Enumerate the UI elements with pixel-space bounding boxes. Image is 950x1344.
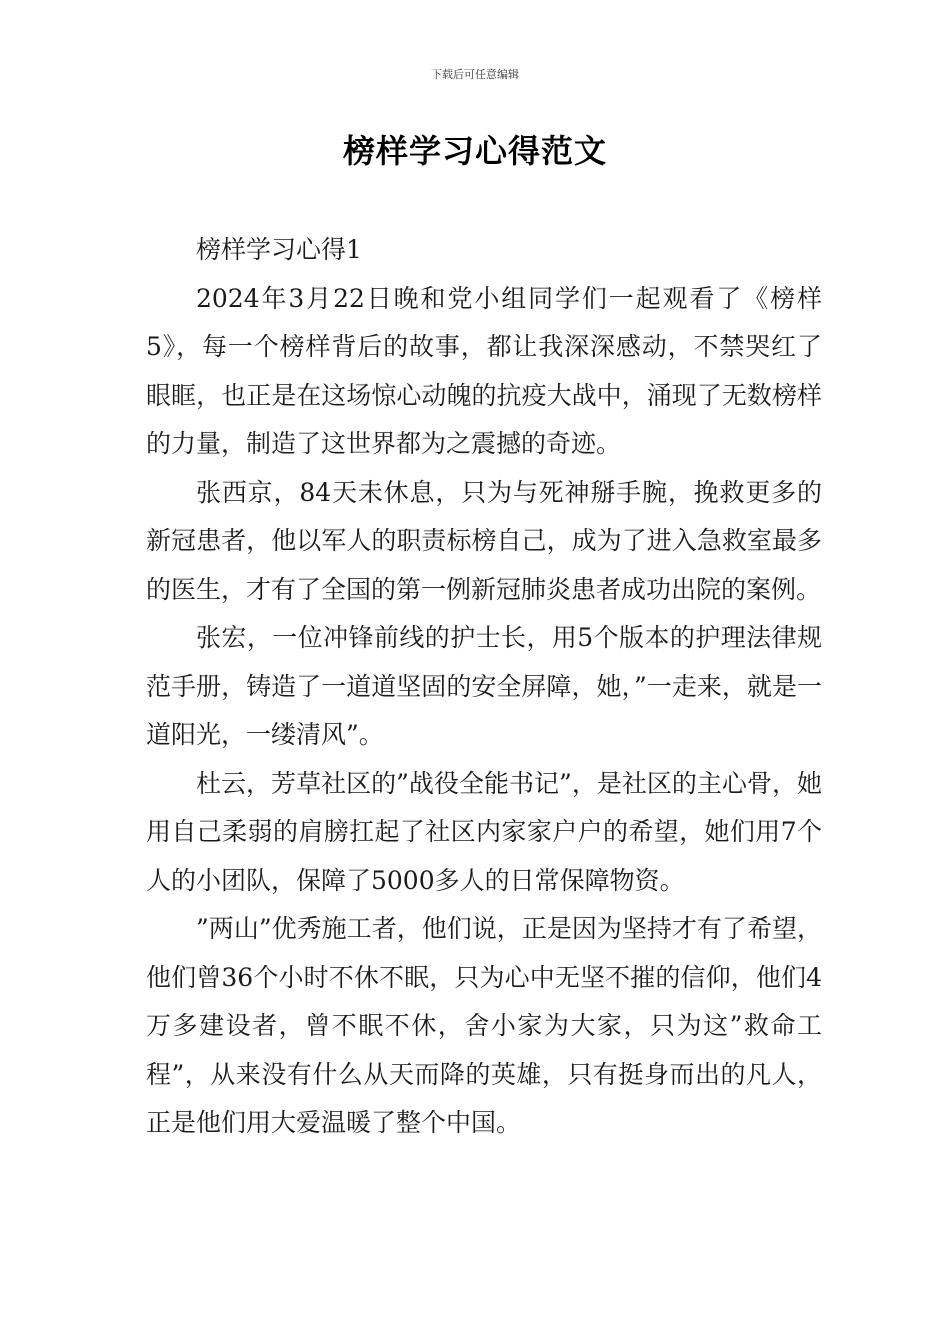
paragraph-du-yun: 杜云，芳草社区的”战役全能书记”，是社区的主心骨，她用自己柔弱的肩膀扛起了社区内家家户户的希望，她们用7个人的小团队，保障了5000多人的日常保障物资。 [146,768,822,895]
header-note: 下载后可任意编辑 [431,68,519,81]
paragraph-zhang-hong: 张宏，一位冲锋前线的护士长，用5个版本的护理法律规范手册，铸造了一道道坚固的安全屏障，她，”一走来，就是一道阳光，一缕清风”。 [146,623,822,749]
paragraph-liangshan: ”两山”优秀施工者，他们说，正是因为坚持才有了希望，他们曾36个小时不休不眠，只为心中无坚不摧的信仰，他们4万多建设者，曾不眠不休，舍小家为大家，只为这”救命工程”，从来没有什么从天而降的英雄，只有挺身而出的凡人，正是他们用大爱温暖了整个中国。 [146,914,822,1137]
section-heading: 榜样学习心得1 [196,235,362,264]
paragraph-zhang-xijing: 张西京，84天未休息，只为与死神掰手腕，挽救更多的新冠患者，他以军人的职责标榜自己，成为了进入急救室最多的医生，才有了全国的第一例新冠肺炎患者成功出院的案例。 [146,477,822,604]
paragraph-intro: 2024年3月22日晚和党小组同学们一起观看了《榜样5》，每一个榜样背后的故事，都让我深深感动，不禁哭红了眼眶，也正是在这场惊心动魄的抗疫大战中，涌现了无数榜样的力量，制造了这世界都为之震撼的奇迹。 [146,283,822,458]
document-body [146,226,822,1148]
document-title: 榜样学习心得范文 [342,132,607,170]
